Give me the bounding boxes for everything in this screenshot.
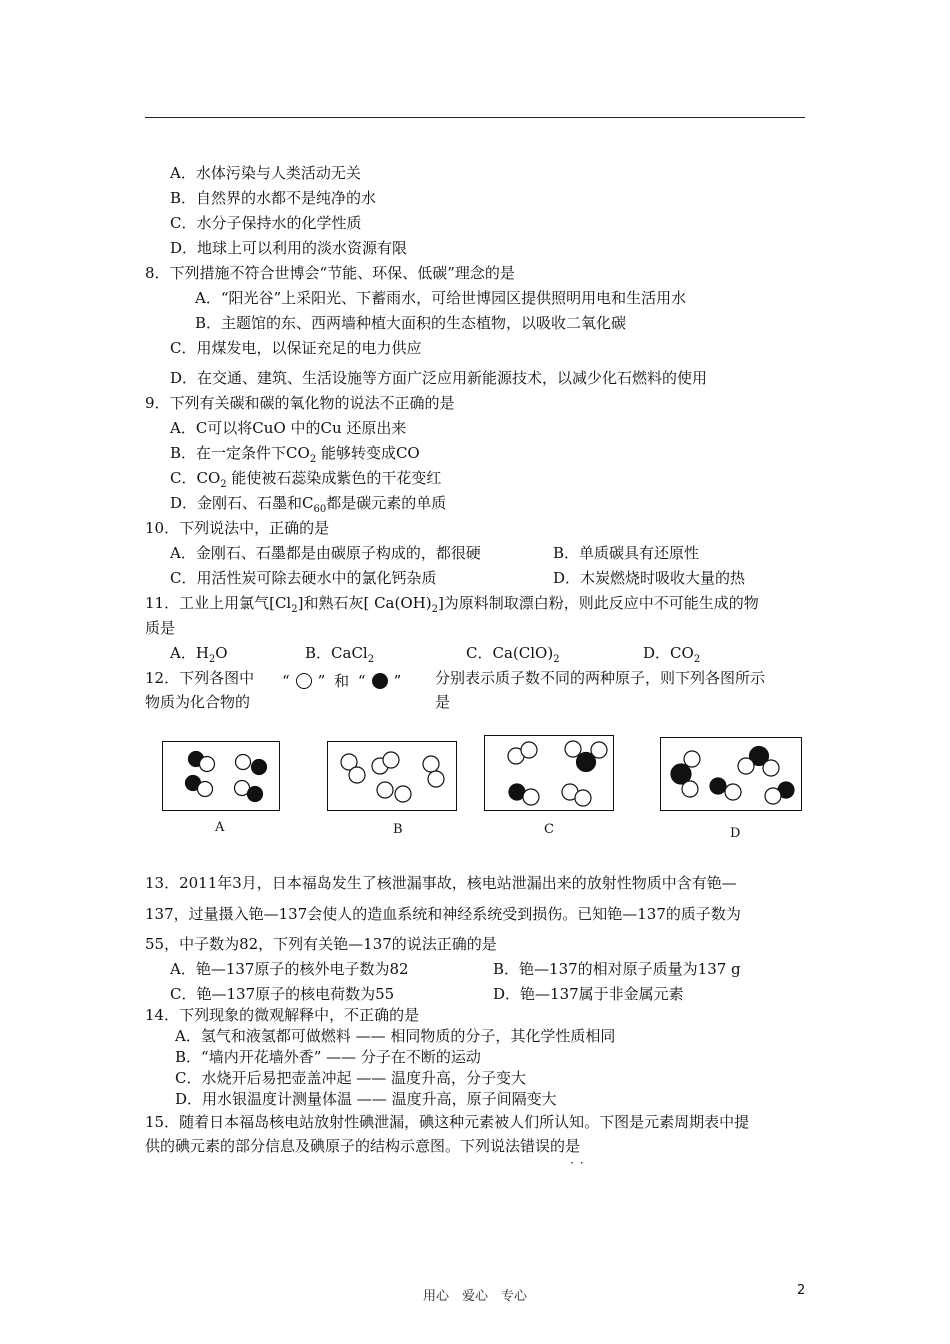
q13-stem-line3: 55，中子数为82，下列有关铯—137的说法正确的是 [145, 935, 497, 953]
q8-option-c: C．用煤发电，以保证充足的电力供应 [170, 339, 422, 357]
diagram-c-molecules [485, 736, 613, 810]
q10-option-d: D．木炭燃烧时吸收大量的热 [553, 569, 746, 587]
q13-option-d: D．铯—137属于非金属元素 [493, 985, 684, 1003]
q12-stem-right1: 分别表示质子数不同的两种原子，则下列各图所示 [435, 669, 766, 687]
q9-option-c: C．$CO_2$ 能使被石蕊染成紫色的干花变红 [170, 469, 442, 490]
q10-stem: 10．下列说法中，正确的是 [145, 519, 330, 537]
q10-option-a: A．金刚石、石墨都是由碳原子构成的，都很硬 [170, 544, 481, 562]
q7-option-b: B．自然界的水都不是纯净的水 [170, 189, 377, 207]
q10-option-b: B．单质碳具有还原性 [553, 544, 700, 562]
q11-option-d: D．$CO_2$ [643, 644, 701, 665]
diagram-c-label: C [544, 822, 554, 837]
q12-legend: “ ” 和 “ ” [282, 672, 402, 690]
black-atom-icon [372, 673, 388, 689]
q8-option-a: A．“阳光谷”上采阳光、下蓄雨水，可给世博园区提供照明用电和生活用水 [195, 289, 687, 307]
q14-option-a: A．氢气和液氢都可做燃料 —— 相同物质的分子，其化学性质相同 [175, 1027, 616, 1045]
q9-stem: 9．下列有关碳和碳的氧化物的说法不正确的是 [145, 394, 455, 412]
q9-option-b: B．在一定条件下$CO_2$ 能够转变成CO [170, 444, 420, 465]
q12-stem-line1: 12．下列各图中 [145, 669, 255, 687]
q11-stem-cont: 质是 [145, 619, 176, 637]
q15-stem-line2: 供的碘元素的部分信息及碘原子的结构示意图。下列说法错误的是 [145, 1137, 581, 1155]
q13-option-b: B．铯—137的相对原子质量为137 g [493, 960, 741, 978]
header-rule [145, 117, 805, 118]
q14-option-c: C．水烧开后易把壶盖冲起 —— 温度升高，分子变大 [175, 1069, 527, 1087]
diagram-a-label: A [215, 820, 225, 835]
emphasis-dots: ·· [570, 1156, 590, 1170]
q11-stem: 11．工业上用氯气$[Cl_2]$和熟石灰[ $Ca(OH)_2$]为原料制取漂白粉，则此反应中不可能生成的物 [145, 594, 759, 615]
q13-option-a: A．铯—137原子的核外电子数为82 [170, 960, 409, 978]
diagram-b [327, 741, 457, 811]
diagram-a-molecules [163, 742, 279, 810]
q10-option-c: C．用活性炭可除去硬水中的氯化钙杂质 [170, 569, 437, 587]
q11-option-b: B．CaCl$_2$ [305, 644, 375, 665]
diagram-d-label: D [730, 826, 741, 841]
q9-option-d: D．金刚石、石墨和$C_{60}$都是碳元素的单质 [170, 494, 447, 515]
diagram-d [660, 737, 802, 811]
page-footer: 用心 爱心 专心 [422, 1289, 527, 1304]
q7-option-a: A．水体污染与人类活动无关 [170, 164, 361, 182]
diagram-d-molecules [661, 738, 801, 810]
q11-option-a: A．$H_2O$ [170, 644, 228, 665]
q15-stem-line1: 15．随着日本福岛核电站放射性碘泄漏，碘这种元素被人们所认知。下图是元素周期表中提 [145, 1113, 750, 1131]
q13-stem-line1: 13．2011年3月，日本福岛发生了核泄漏事故，核电站泄漏出来的放射性物质中含有铯— [145, 874, 737, 892]
page-number: 2 [797, 1283, 806, 1298]
q8-option-d: D．在交通、建筑、生活设施等方面广泛应用新能源技术，以减少化石燃料的使用 [170, 369, 708, 387]
diagram-c [484, 735, 614, 811]
q8-stem: 8．下列措施不符合世博会“节能、环保、低碳”理念的是 [145, 264, 515, 282]
diagram-b-molecules [328, 742, 456, 810]
q8-option-b: B．主题馆的东、西两墙种植大面积的生态植物，以吸收二氧化碳 [195, 314, 627, 332]
q12-stem-line2: 物质为化合物的 [145, 693, 251, 711]
q7-option-d: D．地球上可以利用的淡水资源有限 [170, 239, 408, 257]
q14-option-b: B．“墙内开花墙外香” —— 分子在不断的运动 [175, 1048, 481, 1066]
q11-option-c: C．$Ca(ClO)_2$ [466, 644, 560, 665]
q7-option-c: C．水分子保持水的化学性质 [170, 214, 362, 232]
q9-option-a: A．C可以将CuO 中的Cu 还原出来 [170, 419, 407, 437]
diagram-a [162, 741, 280, 811]
white-atom-icon [296, 673, 312, 689]
q14-option-d: D．用水银温度计测量体温 —— 温度升高，原子间隔变大 [175, 1090, 557, 1108]
q13-option-c: C．铯—137原子的核电荷数为55 [170, 985, 395, 1003]
q12-stem-right2: 是 [435, 693, 451, 711]
q13-stem-line2: 137，过量摄入铯—137会使人的造血系统和神经系统受到损伤。已知铯—137的质子数为 [145, 905, 741, 923]
q14-stem: 14．下列现象的微观解释中，不正确的是 [145, 1006, 420, 1024]
diagram-b-label: B [393, 822, 403, 837]
